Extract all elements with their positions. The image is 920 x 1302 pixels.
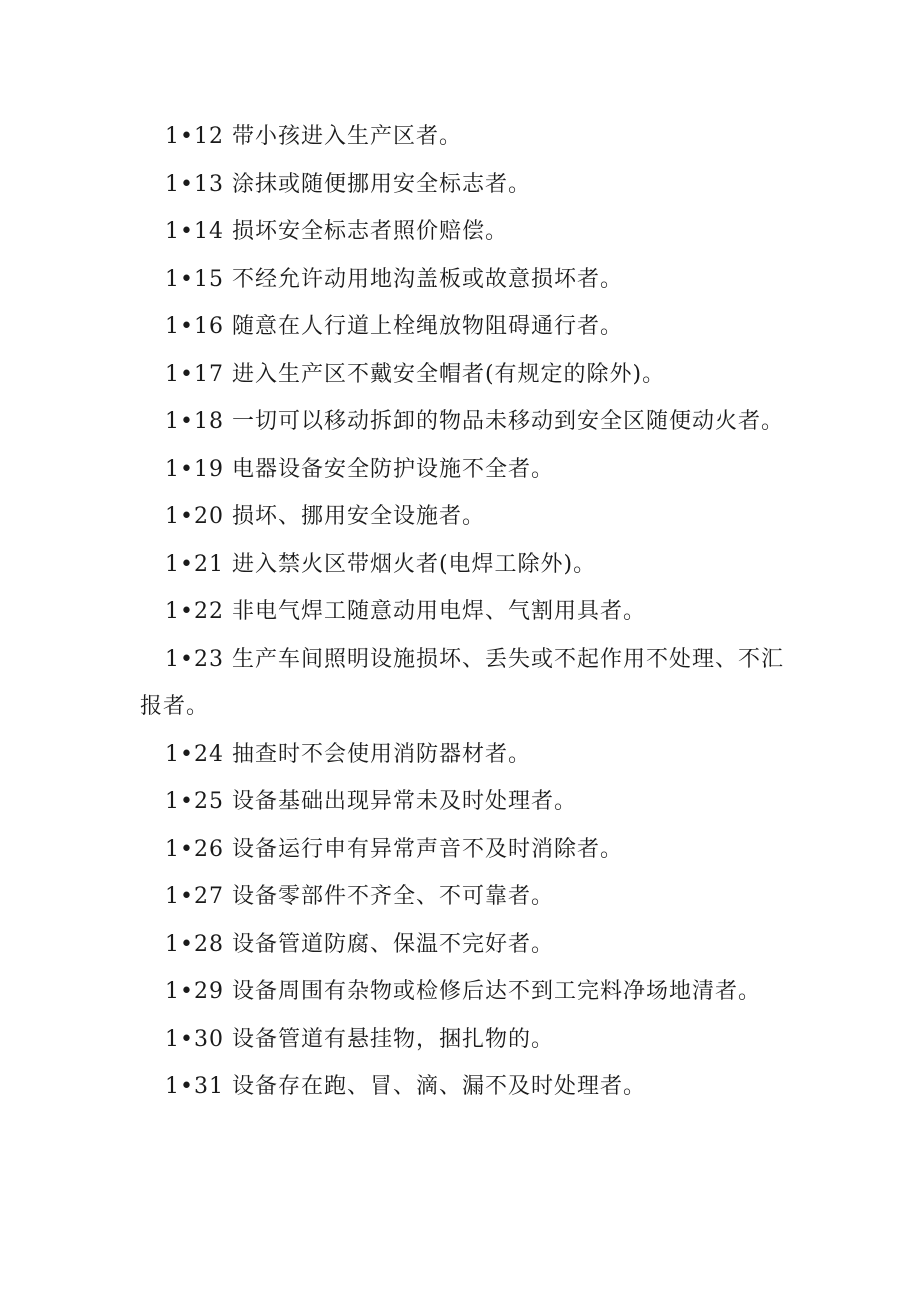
list-item: 1•15 不经允许动用地沟盖板或故意损坏者。: [165, 266, 623, 292]
list-item: 1•27 设备零部件不齐全、不可靠者。: [165, 884, 554, 909]
list-item: 1•21 进入禁火区带烟火者(电焊工除外)。: [165, 551, 597, 577]
list-item: 1•22 非电气焊工随意动用电焊、气割用具者。: [165, 599, 646, 624]
list-item: 1•30 设备管道有悬挂物，捆扎物的。: [165, 1026, 554, 1052]
list-item: 1•13 涂抹或随便挪用安全标志者。: [165, 171, 531, 197]
document-body: [140, 113, 800, 1111]
list-item: 1•12 带小孩进入生产区者。: [165, 124, 462, 149]
list-item: 1•16 随意在人行道上栓绳放物阻碍通行者。: [165, 314, 623, 339]
list-item: 1•31 设备存在跑、冒、滴、漏不及时处理者。: [165, 1074, 646, 1099]
list-item: 1•29 设备周围有杂物或检修后达不到工完料净场地清者。: [165, 979, 761, 1004]
list-item: 1•20 损坏、挪用安全设施者。: [165, 504, 485, 529]
list-item: 1•24 抽查时不会使用消防器材者。: [165, 741, 531, 767]
list-item: 1•17 进入生产区不戴安全帽者(有规定的除外)。: [165, 361, 666, 387]
list-item: 1•14 损坏安全标志者照价赔偿。: [165, 219, 508, 244]
list-item: 1•26 设备运行申有异常声音不及时消除者。: [165, 836, 623, 862]
list-item: 1•23 生产车间照明设施损坏、丢失或不起作用不处理、不汇报者。: [140, 646, 784, 719]
list-item: 1•19 电器设备安全防护设施不全者。: [165, 456, 554, 482]
list-item: 1•18 一切可以移动拆卸的物品未移动到安全区随便动火者。: [165, 409, 784, 434]
list-item: 1•25 设备基础出现异常未及时处理者。: [165, 789, 577, 814]
list-item: 1•28 设备管道防腐、保温不完好者。: [165, 931, 554, 957]
